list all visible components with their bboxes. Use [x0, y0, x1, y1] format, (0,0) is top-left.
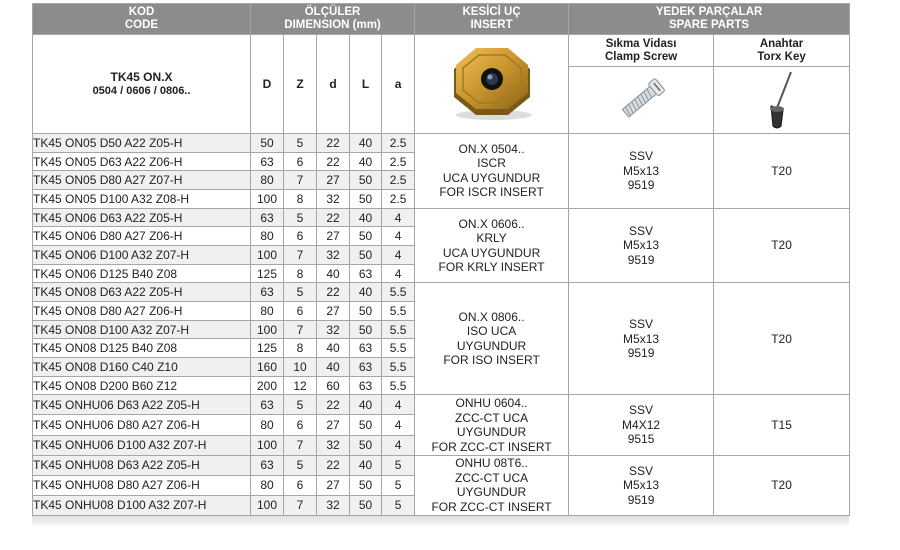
insert-compat-line: FOR ISCR INSERT — [439, 185, 544, 200]
clamp-screw-line: SSV — [629, 317, 654, 332]
dim-D-value: 100 — [251, 435, 284, 455]
dim-a-value: 5.5 — [382, 320, 415, 339]
dim-Z-value: 6 — [284, 302, 317, 321]
dim-d-value: 22 — [317, 152, 350, 171]
clamp-screw-line: 9519 — [627, 346, 655, 361]
dim-D-value: 100 — [251, 320, 284, 339]
dim-D-value: 63 — [251, 283, 284, 302]
dim-a-value: 2.5 — [382, 152, 415, 171]
product-code: TK45 ONHU06 D63 A22 Z05-H — [33, 395, 251, 415]
dim-L-value: 40 — [350, 208, 382, 227]
dim-D-value: 100 — [251, 190, 284, 209]
dim-a-value: 5.5 — [382, 302, 415, 321]
dim-D-value: 100 — [251, 246, 284, 265]
product-table — [32, 3, 850, 516]
dim-L-value: 50 — [350, 227, 382, 246]
code-header-tr: KOD — [128, 6, 155, 18]
product-code: TK45 ON08 D160 C40 Z10 — [33, 358, 251, 377]
insert-header-en: INSERT — [470, 19, 513, 31]
dim-a-value: 2.5 — [382, 134, 415, 153]
dim-label-Z: Z — [284, 35, 317, 134]
dim-d-value: 40 — [317, 358, 350, 377]
dim-L-value: 50 — [350, 475, 382, 495]
torx-key-cell: T15 — [714, 395, 850, 455]
table-row — [33, 283, 850, 302]
dim-D-value: 125 — [251, 339, 284, 358]
torx-key-cell: T20 — [714, 208, 850, 283]
dim-d-value: 22 — [317, 283, 350, 302]
dim-a-value: 4 — [382, 395, 415, 415]
dim-Z-value: 5 — [284, 134, 317, 153]
dim-Z-value: 7 — [284, 320, 317, 339]
table-row — [33, 395, 850, 415]
dim-L-value: 50 — [350, 190, 382, 209]
insert-image-cell — [415, 35, 569, 134]
dim-d-value: 32 — [317, 246, 350, 265]
insert-compat-cell — [415, 395, 569, 455]
dim-a-value: 5.5 — [382, 376, 415, 395]
dim-L-value: 40 — [350, 152, 382, 171]
product-code: TK45 ON05 D80 A27 Z07-H — [33, 171, 251, 190]
product-code: TK45 ON06 D125 B40 Z08 — [33, 264, 251, 283]
insert-header — [415, 4, 569, 35]
dim-d-value: 22 — [317, 455, 350, 475]
dim-L-value: 63 — [350, 264, 382, 283]
dim-L-value: 50 — [350, 302, 382, 321]
table-row — [33, 134, 850, 153]
clamp-screw-cell — [569, 283, 714, 395]
dim-Z-value: 6 — [284, 475, 317, 495]
insert-compat-cell — [415, 134, 569, 209]
dim-D-value: 63 — [251, 152, 284, 171]
insert-compat-line: ISO UCA — [466, 324, 517, 339]
insert-compat-line: FOR KRLY INSERT — [438, 260, 545, 275]
clamp-screw-header-en: Clamp Screw — [604, 50, 678, 63]
clamp-screw-line: SSV — [629, 463, 654, 478]
product-code: TK45 ONHU06 D100 A32 Z07-H — [33, 435, 251, 455]
product-code: TK45 ONHU08 D100 A32 Z07-H — [33, 495, 251, 515]
clamp-screw-cell — [569, 134, 714, 209]
clamp-screw-line: M5x13 — [623, 478, 660, 493]
clamp-screw-cell — [569, 455, 714, 515]
product-code: TK45 ON08 D80 A27 Z06-H — [33, 302, 251, 321]
dim-label-d: d — [317, 35, 350, 134]
table-shadow — [32, 516, 849, 526]
torx-key-header — [714, 35, 850, 67]
dim-d-value: 32 — [317, 320, 350, 339]
family-cell — [33, 35, 251, 134]
product-code: TK45 ON08 D200 B60 Z12 — [33, 376, 251, 395]
product-code: TK45 ONHU08 D63 A22 Z05-H — [33, 455, 251, 475]
insert-compat-line: FOR ZCC-CT INSERT — [431, 499, 552, 514]
dim-a-value: 4 — [382, 415, 415, 435]
dim-Z-value: 6 — [284, 227, 317, 246]
insert-compat-line: ONHU 08T6.. — [455, 456, 528, 471]
octagonal-insert-icon — [446, 43, 538, 123]
dim-L-value: 40 — [350, 283, 382, 302]
clamp-screw-line: M5x13 — [623, 163, 660, 178]
insert-compat-line: UCA UYGUNDUR — [442, 245, 541, 260]
torx-key-header-en: Torx Key — [757, 50, 806, 63]
clamp-screw-header-tr: Sıkma Vidası — [605, 37, 677, 50]
insert-compat-line: ON.X 0504.. — [458, 141, 525, 156]
dim-L-value: 50 — [350, 171, 382, 190]
dim-L-value: 40 — [350, 395, 382, 415]
clamp-screw-line: SSV — [629, 403, 654, 418]
dim-d-value: 27 — [317, 475, 350, 495]
dim-a-value: 4 — [382, 227, 415, 246]
dim-L-value: 63 — [350, 358, 382, 377]
dim-L-value: 50 — [350, 435, 382, 455]
clamp-screw-line: 9519 — [627, 492, 655, 507]
dim-Z-value: 7 — [284, 171, 317, 190]
dim-d-value: 32 — [317, 190, 350, 209]
torx-key-cell: T20 — [714, 283, 850, 395]
dim-d-value: 22 — [317, 395, 350, 415]
dim-a-value: 5.5 — [382, 358, 415, 377]
insert-compat-cell — [415, 208, 569, 283]
dim-Z-value: 8 — [284, 264, 317, 283]
insert-compat-line: ISCR — [477, 156, 506, 171]
insert-compat-line: ZCC-CT UCA — [455, 470, 529, 485]
insert-compat-line: ONHU 0604.. — [455, 396, 528, 411]
dim-L-value: 40 — [350, 134, 382, 153]
dim-L-value: 50 — [350, 246, 382, 265]
torx-key-icon — [757, 68, 807, 130]
dim-D-value: 63 — [251, 455, 284, 475]
dim-D-value: 200 — [251, 376, 284, 395]
dim-Z-value: 6 — [284, 152, 317, 171]
insert-compat-line: UYGUNDUR — [456, 338, 527, 353]
dim-a-value: 5 — [382, 455, 415, 475]
dim-label-L: L — [350, 35, 382, 134]
spare-parts-header-tr: YEDEK PARÇALAR — [655, 6, 763, 18]
insert-compat-line: UYGUNDUR — [456, 425, 527, 440]
dimension-header — [251, 4, 415, 35]
dim-Z-value: 6 — [284, 415, 317, 435]
dim-D-value: 80 — [251, 302, 284, 321]
torx-key-header-tr: Anahtar — [759, 37, 804, 50]
product-code: TK45 ON06 D63 A22 Z05-H — [33, 208, 251, 227]
dim-Z-value: 5 — [284, 455, 317, 475]
product-code: TK45 ON05 D100 A32 Z08-H — [33, 190, 251, 209]
product-code: TK45 ON06 D80 A27 Z06-H — [33, 227, 251, 246]
clamp-screw-line: M5x13 — [623, 331, 660, 346]
insert-compat-line: UCA UYGUNDUR — [442, 170, 541, 185]
clamp-screw-header — [569, 35, 714, 67]
product-code: TK45 ON05 D50 A22 Z05-H — [33, 134, 251, 153]
family-sizes: 0504 / 0606 / 0806.. — [92, 85, 191, 97]
dim-L-value: 50 — [350, 320, 382, 339]
dim-label-a: a — [382, 35, 415, 134]
dim-D-value: 80 — [251, 227, 284, 246]
dim-D-value: 80 — [251, 415, 284, 435]
dim-Z-value: 5 — [284, 208, 317, 227]
dim-D-value: 160 — [251, 358, 284, 377]
insert-compat-line: ON.X 0806.. — [458, 309, 525, 324]
clamp-screw-line: M5x13 — [623, 238, 660, 253]
dim-a-value: 5.5 — [382, 339, 415, 358]
table-row — [33, 208, 850, 227]
dim-Z-value: 7 — [284, 435, 317, 455]
insert-header-tr: KESİCİ UÇ — [462, 6, 521, 18]
dim-D-value: 80 — [251, 171, 284, 190]
dimension-header-en: DIMENSION (mm) — [284, 19, 381, 31]
dimension-header-tr: ÖLÇÜLER — [304, 6, 361, 18]
insert-compat-line: UYGUNDUR — [456, 485, 527, 500]
dim-Z-value: 12 — [284, 376, 317, 395]
dim-d-value: 22 — [317, 134, 350, 153]
clamp-screw-line: SSV — [629, 149, 654, 164]
dim-Z-value: 8 — [284, 190, 317, 209]
table-row — [33, 455, 850, 475]
spare-parts-header — [569, 4, 850, 35]
dim-L-value: 63 — [350, 376, 382, 395]
dim-d-value: 32 — [317, 435, 350, 455]
clamp-screw-line: 9519 — [627, 252, 655, 267]
code-header — [33, 4, 251, 35]
dim-Z-value: 7 — [284, 246, 317, 265]
dim-Z-value: 7 — [284, 495, 317, 515]
dim-label-D: D — [251, 35, 284, 134]
insert-compat-line: FOR ZCC-CT INSERT — [431, 439, 552, 454]
clamp-screw-cell — [569, 208, 714, 283]
product-code: TK45 ON05 D63 A22 Z06-H — [33, 152, 251, 171]
product-code: TK45 ON08 D125 B40 Z08 — [33, 339, 251, 358]
dim-D-value: 63 — [251, 208, 284, 227]
dim-d-value: 27 — [317, 302, 350, 321]
family-name: TK45 ON.X — [110, 70, 173, 84]
torx-key-cell: T20 — [714, 134, 850, 209]
insert-compat-line: ON.X 0606.. — [458, 216, 525, 231]
dim-d-value: 60 — [317, 376, 350, 395]
dim-a-value: 4 — [382, 246, 415, 265]
insert-compat-cell — [415, 283, 569, 395]
dim-a-value: 5 — [382, 495, 415, 515]
dim-a-value: 4 — [382, 435, 415, 455]
dim-a-value: 5 — [382, 475, 415, 495]
product-code: TK45 ON06 D100 A32 Z07-H — [33, 246, 251, 265]
dim-L-value: 50 — [350, 495, 382, 515]
spare-parts-header-en: SPARE PARTS — [669, 19, 750, 31]
dim-d-value: 32 — [317, 495, 350, 515]
dim-D-value: 63 — [251, 395, 284, 415]
insert-compat-line: FOR ISO INSERT — [443, 353, 540, 368]
dim-Z-value: 5 — [284, 283, 317, 302]
product-code: TK45 ONHU06 D80 A27 Z06-H — [33, 415, 251, 435]
dim-d-value: 27 — [317, 227, 350, 246]
dim-D-value: 125 — [251, 264, 284, 283]
dim-D-value: 50 — [251, 134, 284, 153]
dim-d-value: 40 — [317, 339, 350, 358]
torx-key-cell: T20 — [714, 455, 850, 515]
clamp-screw-line: SSV — [629, 223, 654, 238]
dim-Z-value: 8 — [284, 339, 317, 358]
clamp-screw-line: 9519 — [627, 178, 655, 193]
clamp-screw-line: 9515 — [627, 432, 655, 447]
insert-compat-line: KRLY — [476, 231, 507, 246]
clamp-screw-cell — [569, 395, 714, 455]
insert-compat-cell — [415, 455, 569, 515]
dim-a-value: 2.5 — [382, 190, 415, 209]
dim-Z-value: 5 — [284, 395, 317, 415]
dim-L-value: 40 — [350, 455, 382, 475]
dim-a-value: 5.5 — [382, 283, 415, 302]
dim-a-value: 4 — [382, 208, 415, 227]
dim-d-value: 22 — [317, 208, 350, 227]
clamp-screw-line: M4X12 — [622, 417, 661, 432]
torx-key-image-cell — [714, 67, 850, 134]
dim-d-value: 27 — [317, 415, 350, 435]
dim-d-value: 27 — [317, 171, 350, 190]
dim-L-value: 50 — [350, 415, 382, 435]
dim-D-value: 100 — [251, 495, 284, 515]
clamp-screw-icon — [606, 71, 676, 127]
clamp-screw-image-cell — [569, 67, 714, 134]
dim-Z-value: 10 — [284, 358, 317, 377]
dim-d-value: 40 — [317, 264, 350, 283]
code-header-en: CODE — [124, 19, 159, 31]
dim-a-value: 2.5 — [382, 171, 415, 190]
dim-a-value: 4 — [382, 264, 415, 283]
insert-compat-line: ZCC-CT UCA — [455, 410, 529, 425]
product-code: TK45 ON08 D100 A32 Z07-H — [33, 320, 251, 339]
dim-D-value: 80 — [251, 475, 284, 495]
dim-L-value: 63 — [350, 339, 382, 358]
product-code: TK45 ONHU08 D80 A27 Z06-H — [33, 475, 251, 495]
product-code: TK45 ON08 D63 A22 Z05-H — [33, 283, 251, 302]
